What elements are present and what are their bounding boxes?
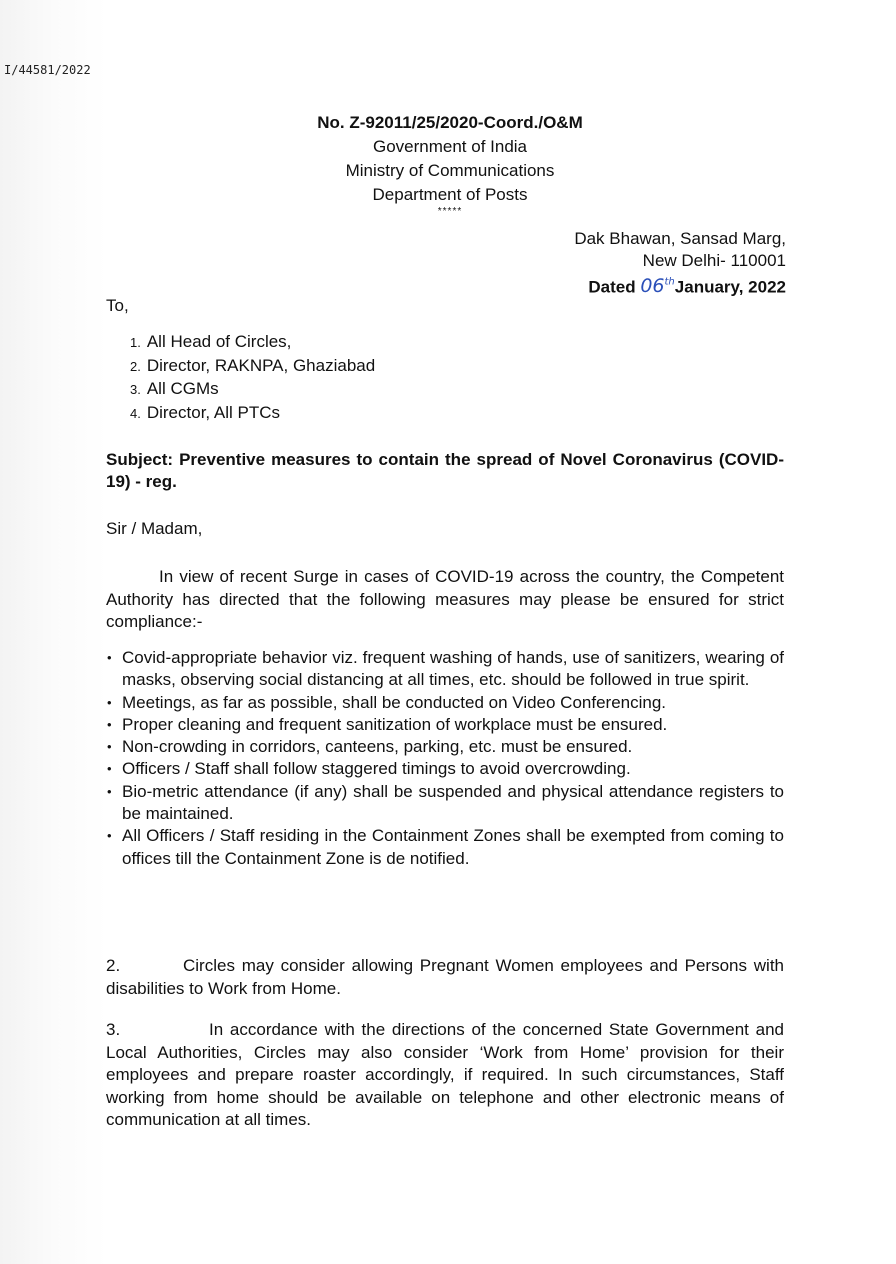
- ministry-name: Ministry of Communications: [345, 161, 555, 180]
- addressee-item: [130, 355, 375, 379]
- paragraph-2: [106, 955, 784, 1000]
- addressee-text: All CGMs: [146, 379, 219, 398]
- address-line-1: Dak Bhawan, Sansad Marg,: [574, 229, 786, 248]
- paragraph-3: [106, 1019, 784, 1132]
- addressee-number: 1.: [130, 335, 141, 350]
- addressee-text: All Head of Circles,: [146, 332, 292, 351]
- dated-month-year: January, 2022: [674, 277, 786, 297]
- paragraph-3-text: In accordance with the directions of the concerned State Government and Local Authorities, Circles may also consider ‘Work from Home’ provision for their employees and prepare roaster accordingly, if required. In such circumstances, Staff working from home should be available on telephone and other electronic means of communication at all times.: [106, 1020, 784, 1129]
- paragraph-2-text: Circles may consider allowing Pregnant Women employees and Persons with disabilities to Work from Home.: [106, 956, 784, 998]
- sender-address: [574, 228, 786, 298]
- addressee-item: [130, 402, 375, 426]
- measure-item: • Proper cleaning and frequent sanitization of workplace must be ensured.: [106, 714, 784, 736]
- handwritten-day-suffix: th: [664, 277, 675, 288]
- letter-number: No. Z-92011/25/2020-Coord./O&M: [317, 113, 583, 132]
- department-name: Department of Posts: [372, 185, 528, 204]
- addressee-number: 2.: [130, 358, 141, 374]
- measure-item: • Non-crowding in corridors, canteens, parking, etc. must be ensured.: [106, 736, 784, 758]
- paragraph-3-number: 3.: [106, 1020, 121, 1039]
- addressee-number: 3.: [130, 382, 141, 397]
- dated-label: Dated: [588, 277, 636, 297]
- salutation: Sir / Madam,: [106, 519, 203, 538]
- government-name: Government of India: [372, 137, 528, 156]
- paragraph-1: In view of recent Surge in cases of COVID-19 across the country, the Competent Authority has directed that the following measures may please be ensured for strict compliance:-: [106, 567, 784, 631]
- addressee-number: 4.: [130, 405, 141, 421]
- handwritten-day-number: 06: [640, 275, 665, 298]
- measure-item: • Covid-appropriate behavior viz. frequent washing of hands, use of sanitizers, wearing of masks, observing social distancing at all times, etc. should be followed in true spirit.: [106, 647, 784, 692]
- file-number: I/44581/2022: [4, 63, 91, 77]
- address-line-2: New Delhi- 110001: [642, 251, 786, 270]
- measure-item: • Bio-metric attendance (if any) shall be suspended and physical attendance registers to be maintained.: [106, 781, 784, 826]
- header-stars: *****: [437, 206, 463, 217]
- addressee-text: Director, RAKNPA, Ghaziabad: [146, 355, 376, 375]
- to-label: To,: [106, 296, 129, 315]
- addressee-item: [130, 378, 375, 402]
- addressee-text: Director, All PTCs: [146, 402, 281, 422]
- measure-item: • Officers / Staff shall follow staggered timings to avoid overcrowding.: [106, 758, 784, 780]
- letter-date: [574, 272, 786, 298]
- measures-list: [106, 647, 784, 870]
- handwritten-day: [640, 275, 674, 297]
- addressee-list: [130, 331, 375, 425]
- paragraph-2-number: 2.: [106, 956, 121, 975]
- addressee-item: [130, 331, 375, 355]
- measure-item: • Meetings, as far as possible, shall be conducted on Video Conferencing.: [106, 692, 784, 714]
- subject-line: Subject: Preventive measures to contain the spread of Novel Coronavirus (COVID-19) - reg.: [106, 450, 784, 491]
- letter-header: [300, 111, 600, 217]
- measure-item: • All Officers / Staff residing in the Containment Zones shall be exempted from coming to offices till the Containment Zone is de notified.: [106, 825, 784, 870]
